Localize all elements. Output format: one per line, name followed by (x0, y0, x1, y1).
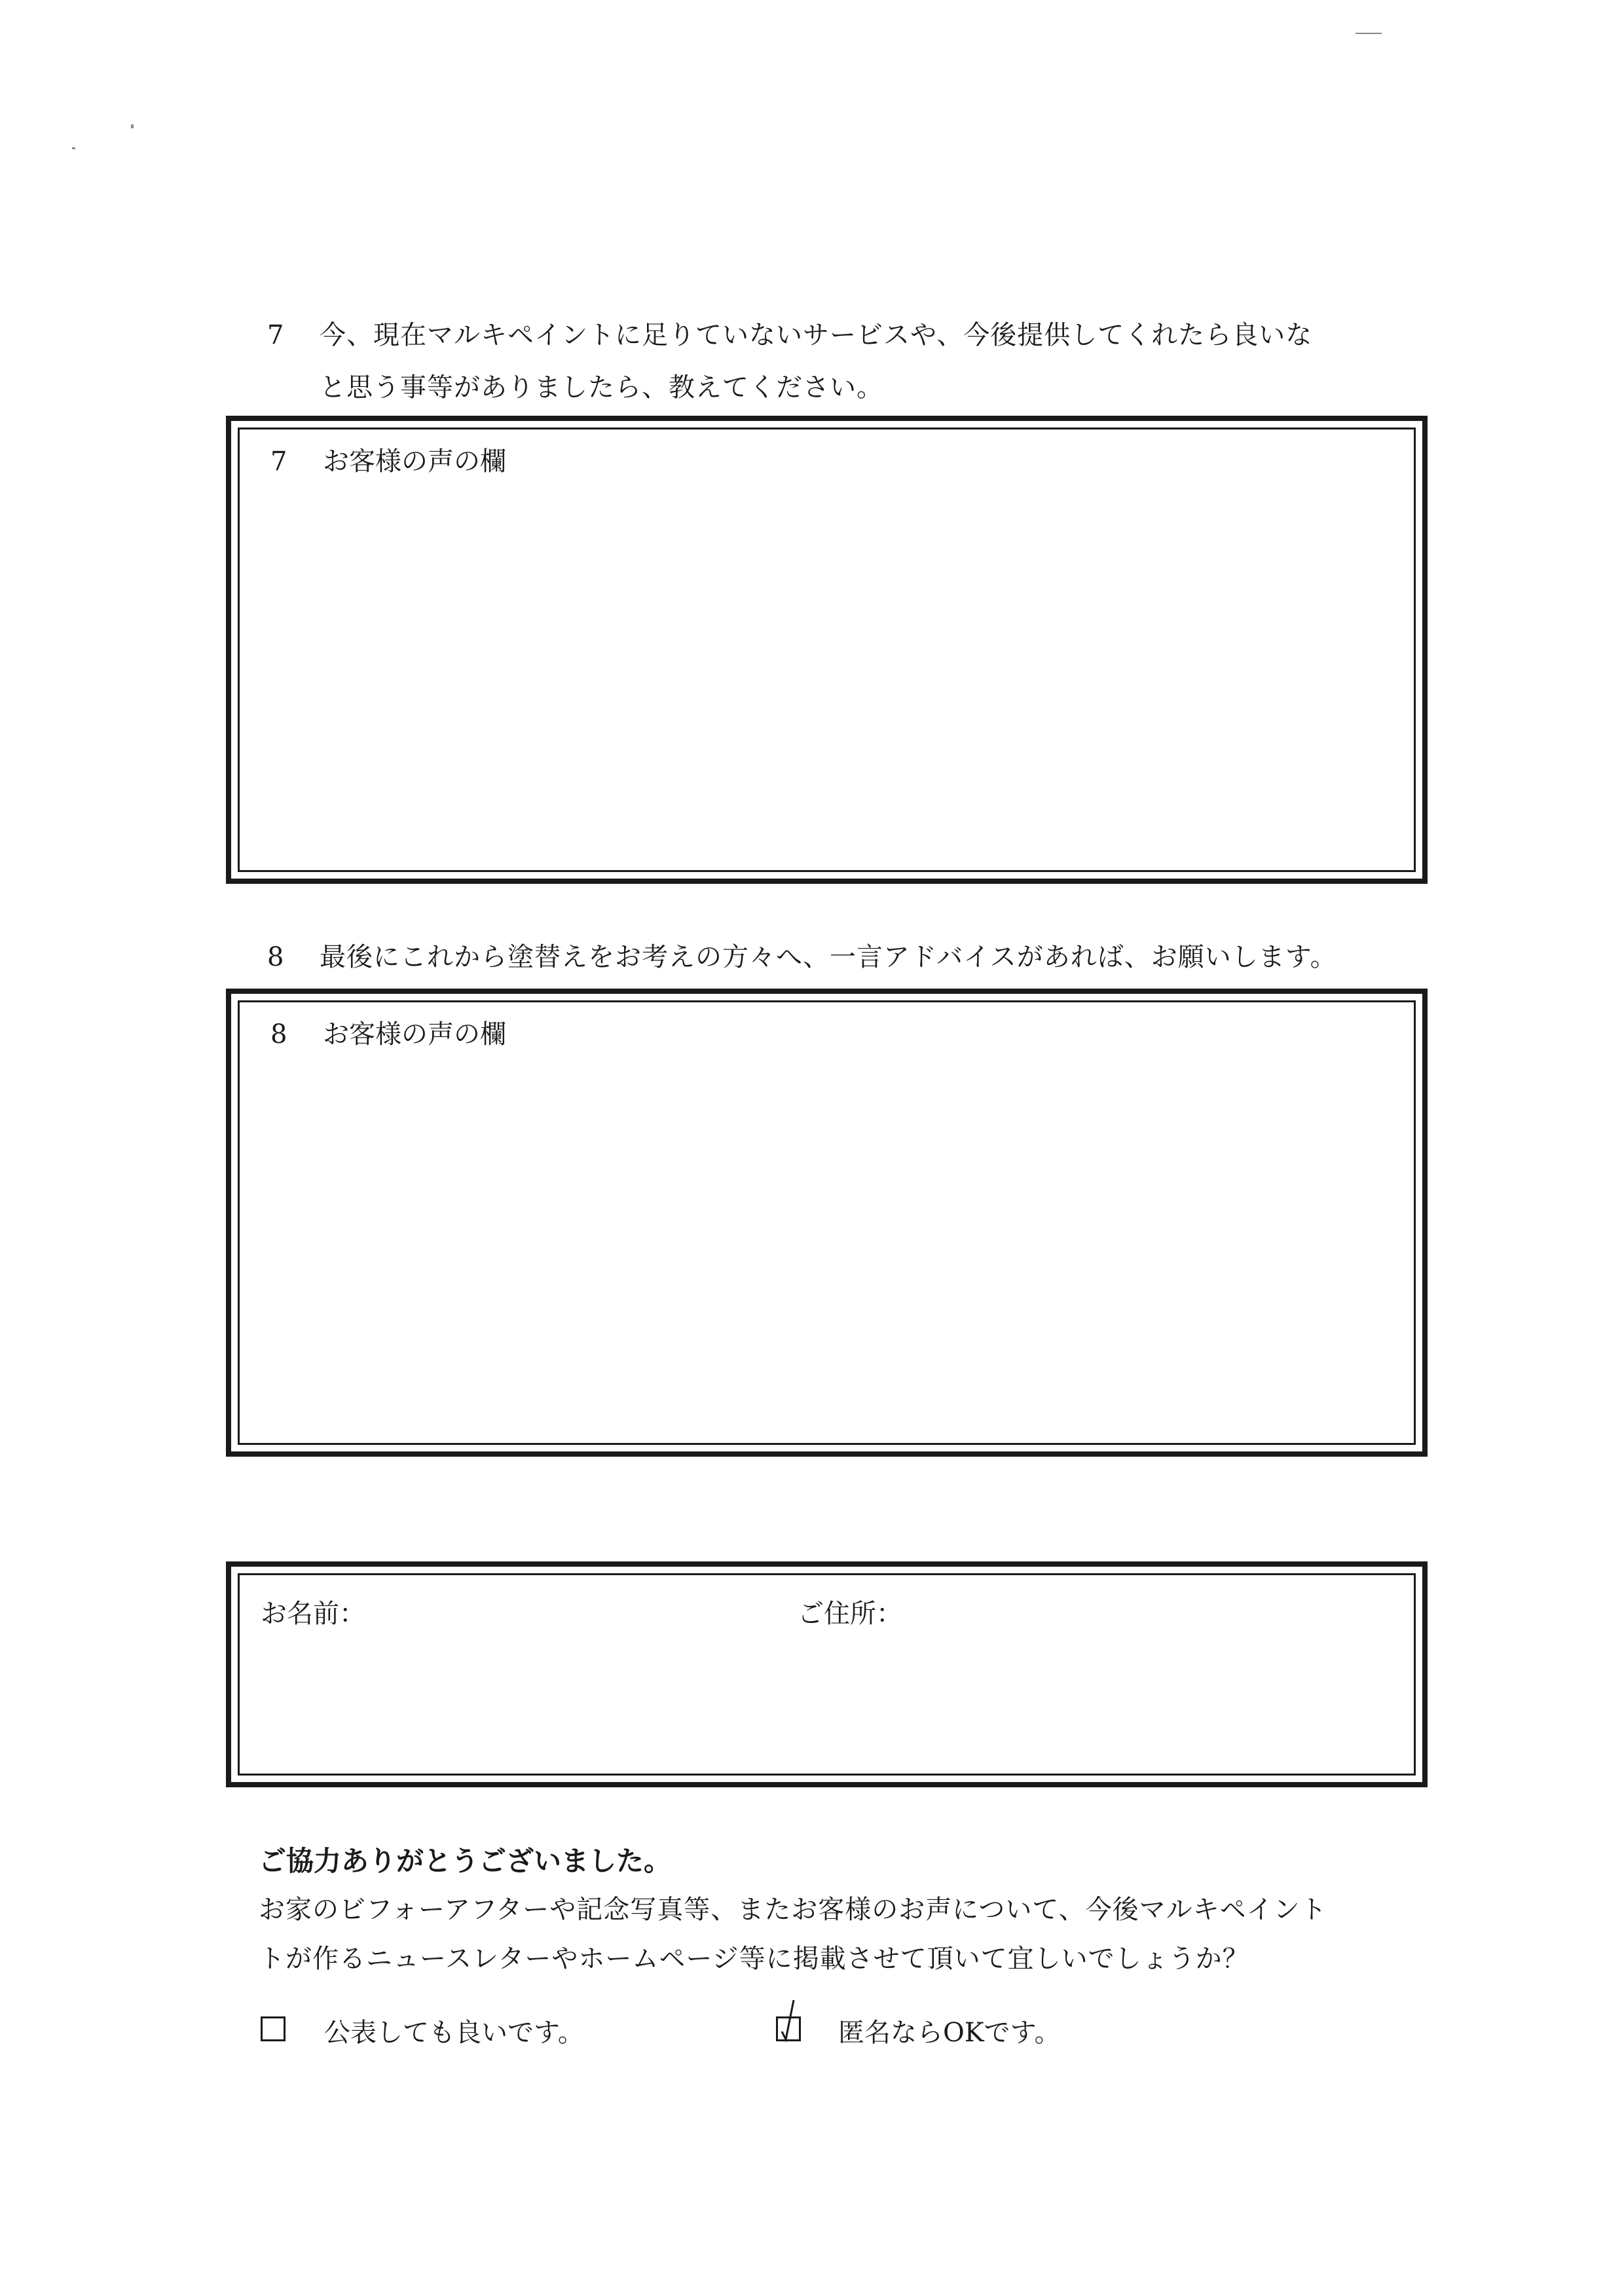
publication-request-line1: お家のビフォーアフターや記念写真等、またお客様のお声について、今後マルキペイント (259, 1895, 1327, 1925)
answer-box-label (270, 441, 506, 478)
name-field[interactable] (261, 1632, 758, 1763)
answer-box-8[interactable] (226, 989, 1428, 1457)
question-8-line1 (267, 936, 1337, 978)
question-text: 今、現在マルキペイントに足りていないサービスや、今後提供してくれたら良いな (320, 320, 1313, 350)
scan-speck (72, 147, 75, 149)
question-text: と思う事等がありましたら、教えてください。 (320, 373, 883, 403)
address-field-label: ご住所： (798, 1599, 902, 1629)
publish-ok-checkbox[interactable] (261, 2016, 286, 2041)
scan-speck (131, 124, 134, 128)
question-number: 8 (267, 942, 285, 972)
scan-speck (1356, 33, 1382, 34)
address-field[interactable] (798, 1632, 1387, 1763)
answer-box-number: 7 (270, 446, 287, 477)
answer-box-inner-border (238, 1000, 1416, 1445)
answer-box-title: お客様の声の欄 (323, 446, 506, 477)
checkmark-icon (773, 1987, 805, 2046)
publish-ok-label: 公表しても良いです。 (324, 2018, 584, 2048)
question-7-line2 (320, 367, 883, 409)
contact-box (226, 1561, 1428, 1787)
answer-box-title: お客様の声の欄 (323, 1019, 506, 1049)
question-7-line1 (267, 314, 1312, 356)
name-field-label: お名前： (261, 1599, 365, 1629)
anonymous-ok-label: 匿名ならOKです。 (838, 2018, 1061, 2048)
answer-box-7[interactable] (226, 416, 1428, 884)
answer-box-inner-border (238, 428, 1416, 872)
question-text: 最後にこれから塗替えをお考えの方々へ、一言アドバイスがあれば、お願いします。 (320, 942, 1337, 972)
question-number: 7 (267, 320, 285, 350)
answer-box-number: 8 (270, 1019, 287, 1049)
thanks-heading: ご協力ありがとうございました。 (259, 1845, 672, 1877)
answer-box-label (270, 1013, 506, 1051)
publication-request-line2: トが作るニュースレターやホームページ等に掲載させて頂いて宜しいでしょうか？ (259, 1944, 1249, 1974)
